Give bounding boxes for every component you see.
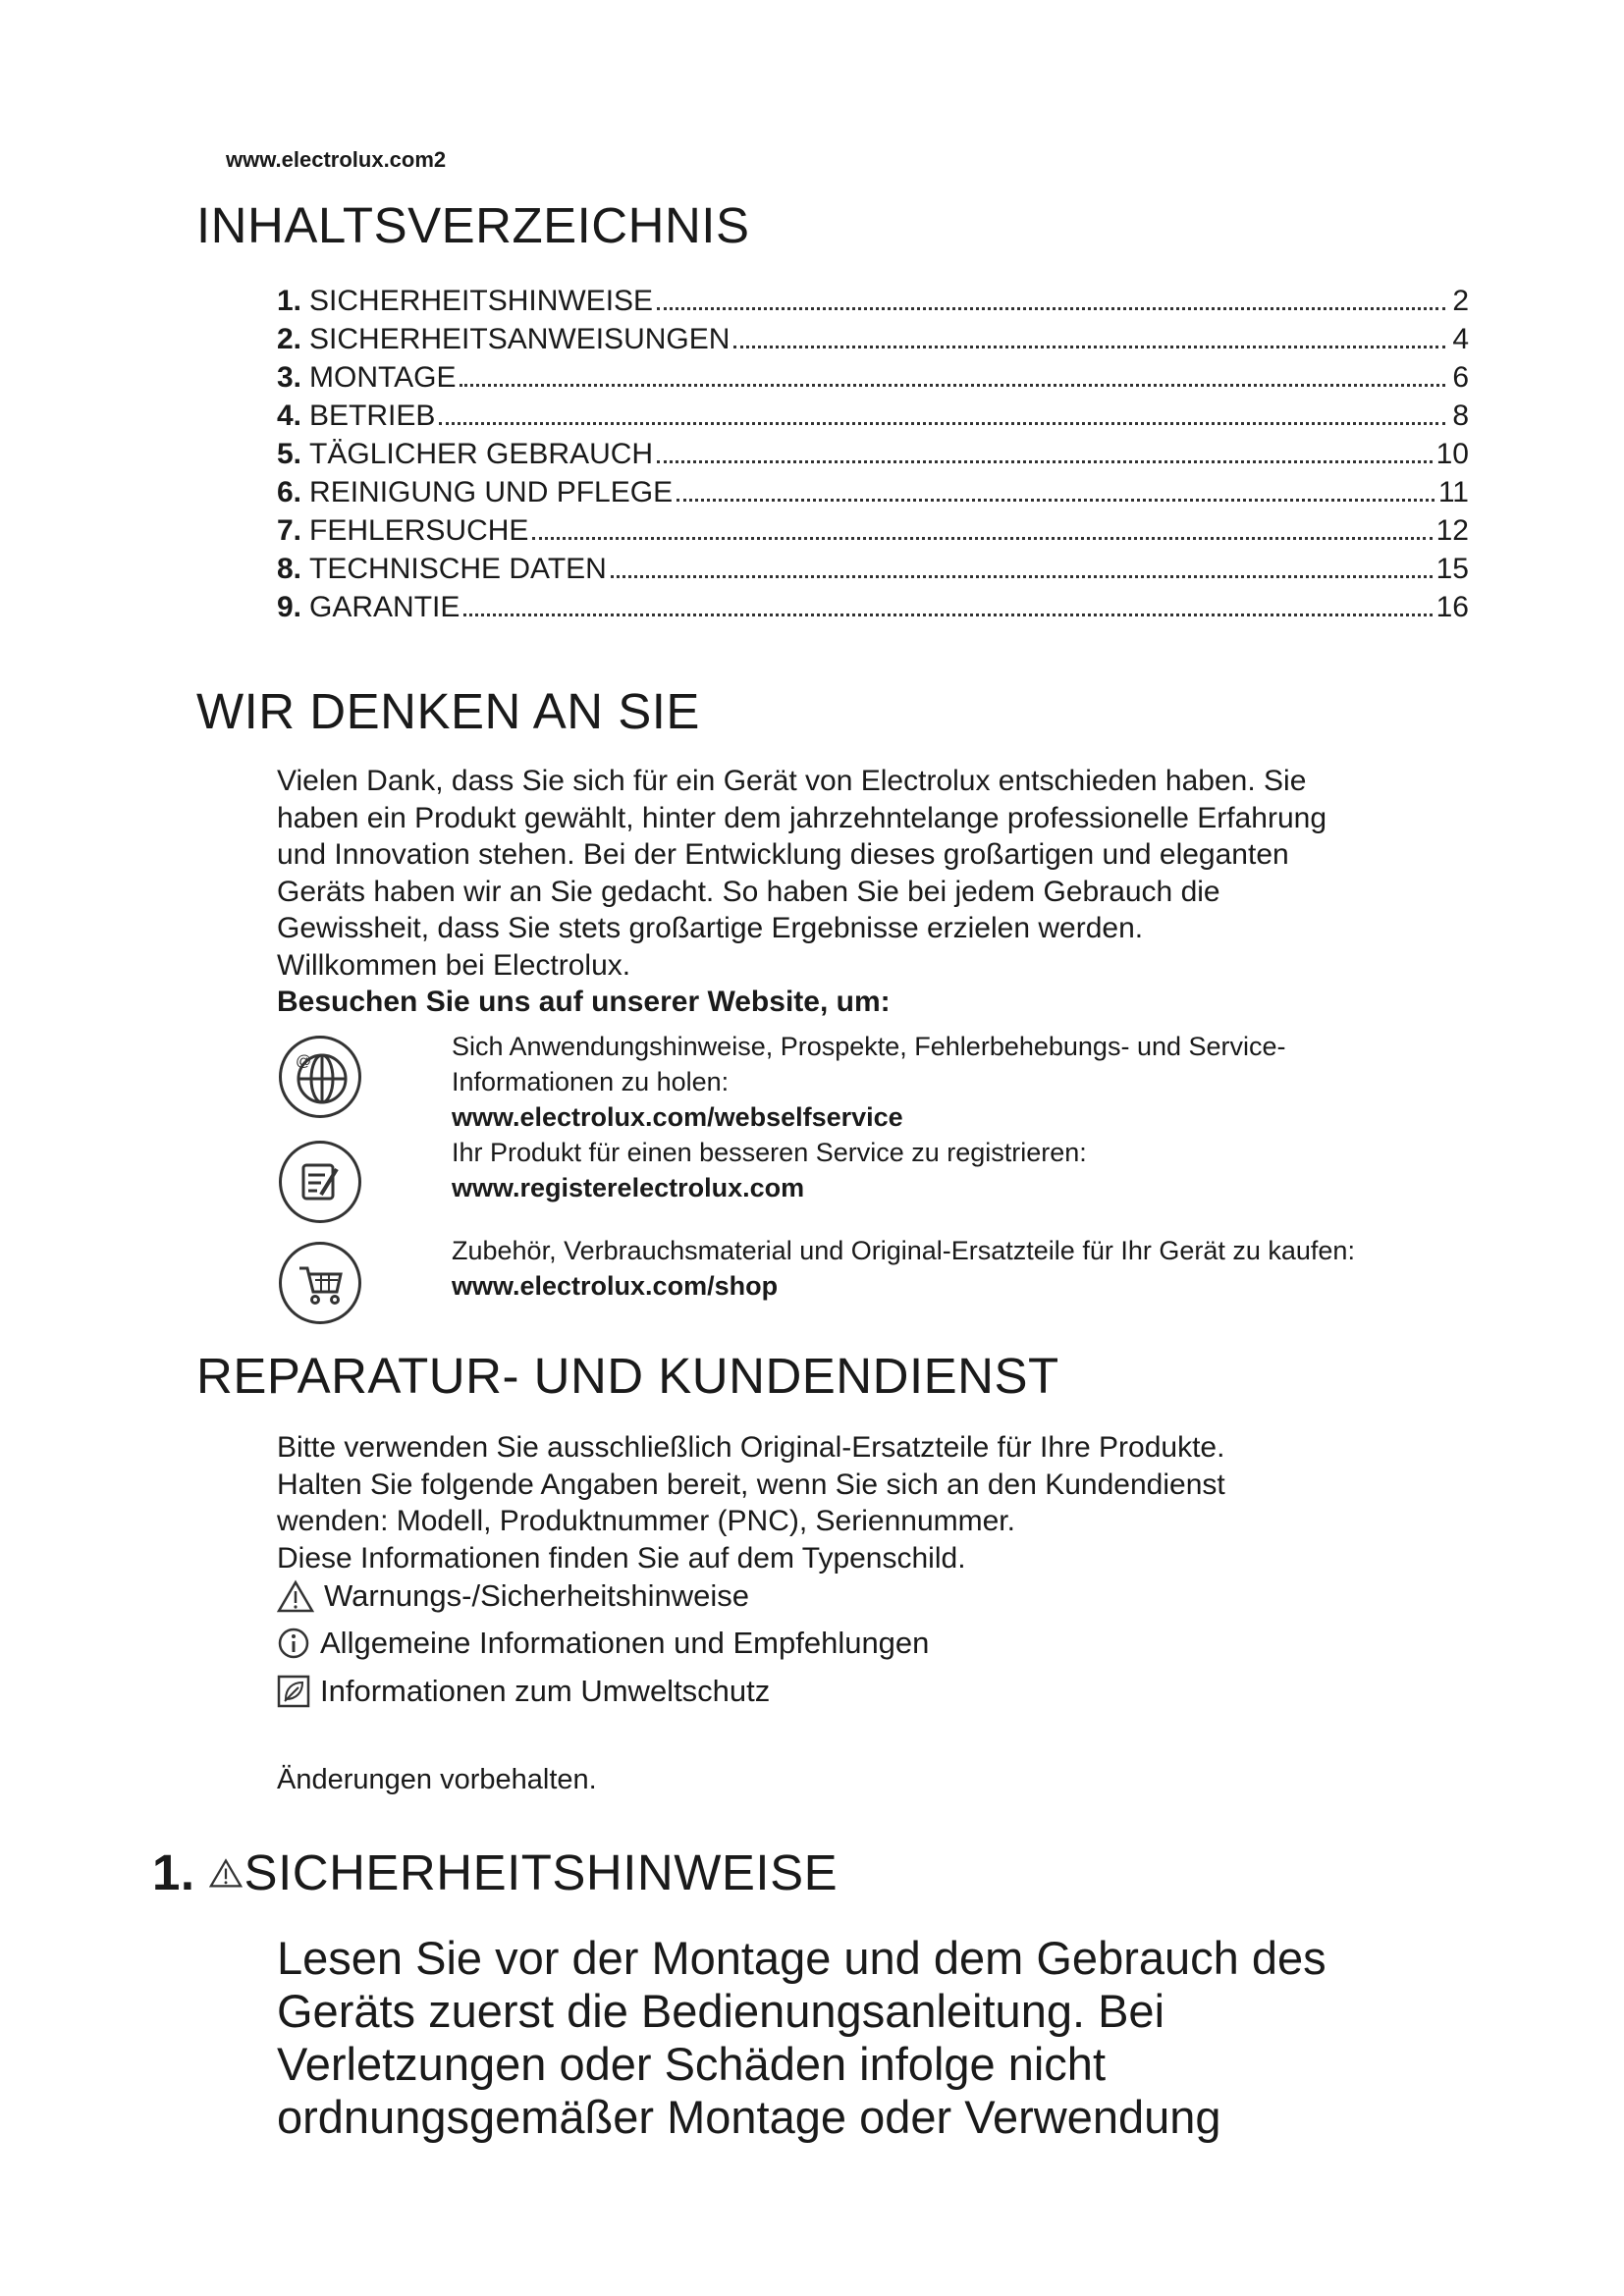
toc-item[interactable]: 8. TECHNISCHE DATEN 15 [277, 553, 1469, 585]
shop-link[interactable]: www.electrolux.com/shop [452, 1271, 779, 1301]
toc-item[interactable]: 1. SICHERHEITSHINWEISE 2 [277, 285, 1469, 317]
toc-item[interactable]: 9. GARANTIE 16 [277, 591, 1469, 623]
toc-item[interactable]: 3. MONTAGE 6 [277, 361, 1469, 394]
service-title: REPARATUR- UND KUNDENDIENST [196, 1348, 1059, 1404]
cart-icon [279, 1242, 361, 1324]
webselfservice-link[interactable]: www.electrolux.com/webselfservice [452, 1102, 903, 1132]
svg-text:@: @ [296, 1053, 312, 1070]
safety-paragraph: Lesen Sie vor der Montage und dem Gebrauch des Geräts zuerst die Bedienungsanleitung. Bei Verletzungen oder Schäden infolge nicht ordnungsgemäßer Montage oder Verwendung [277, 1932, 1326, 2143]
toc-list [277, 285, 1469, 629]
visit-heading: Besuchen Sie uns auf unserer Website, um: [277, 986, 891, 1018]
warning-icon [277, 1579, 314, 1613]
toc-item[interactable]: 7. FEHLERSUCHE 12 [277, 514, 1469, 547]
link-block-webselfservice: Sich Anwendungshinweise, Prospekte, Fehlerbehebungs- und Service- Informationen zu holen: www.electrolux.com/webselfservice [452, 1029, 1492, 1135]
safety-number: 1. [152, 1844, 195, 1900]
environment-icon [277, 1675, 310, 1708]
header-url: www.electrolux.com2 [226, 147, 447, 172]
legend-warning: Warnungs-/Sicherheitshinweise [277, 1578, 749, 1614]
welcome-paragraph: Vielen Dank, dass Sie sich für ein Gerät von Electrolux entschieden haben. Sie haben ein Produkt gewählt, hinter dem jahrzehntelange professionelle Erfahrung und Innovation stehen. Bei der Entwicklung dieses großartigen und eleganten Geräts haben wir an Sie gedacht. So haben Sie bei jedem Gebrauch die Gewissheit, dass Sie stets großartige Ergebnisse erzielen werden. Willkommen bei Electrolux. Besuchen Sie uns auf unserer Website, um: [277, 763, 1485, 1021]
link-block-shop: Zubehör, Verbrauchsmaterial und Original-Ersatzteile für Ihr Gerät zu kaufen: www.electrolux.com/shop [452, 1233, 1492, 1304]
info-icon [277, 1627, 310, 1660]
changes-note: Änderungen vorbehalten. [277, 1764, 597, 1795]
register-icon [279, 1141, 361, 1223]
toc-title: INHALTSVERZEICHNIS [196, 197, 750, 253]
service-paragraph: Bitte verwenden Sie ausschließlich Original-Ersatzteile für Ihre Produkte. Halten Sie folgende Angaben bereit, wenn Sie sich an den Kundendienst wenden: Modell, Produktnummer (PNC), Seriennummer. Diese Informationen finden Sie auf dem Typenschild. [277, 1431, 1225, 1575]
legend-environment: Informationen zum Umweltschutz [277, 1674, 770, 1709]
toc-item[interactable]: 4. BETRIEB 8 [277, 400, 1469, 432]
globe-icon [279, 1036, 361, 1118]
link-block-register: Ihr Produkt für einen besseren Service zu registrieren: www.registerelectrolux.com [452, 1135, 1492, 1205]
legend-info: Allgemeine Informationen und Empfehlungen [277, 1626, 929, 1661]
safety-heading [152, 1843, 838, 1901]
toc-item[interactable]: 6. REINIGUNG UND PFLEGE 11 [277, 476, 1469, 508]
toc-item[interactable]: 5. TÄGLICHER GEBRAUCH 10 [277, 438, 1469, 470]
safety-title: SICHERHEITSHINWEISE [244, 1844, 839, 1900]
welcome-title: WIR DENKEN AN SIE [196, 683, 700, 739]
register-link[interactable]: www.registerelectrolux.com [452, 1173, 805, 1202]
toc-item[interactable]: 2. SICHERHEITSANWEISUNGEN 4 [277, 323, 1469, 355]
warning-icon [209, 1857, 243, 1889]
